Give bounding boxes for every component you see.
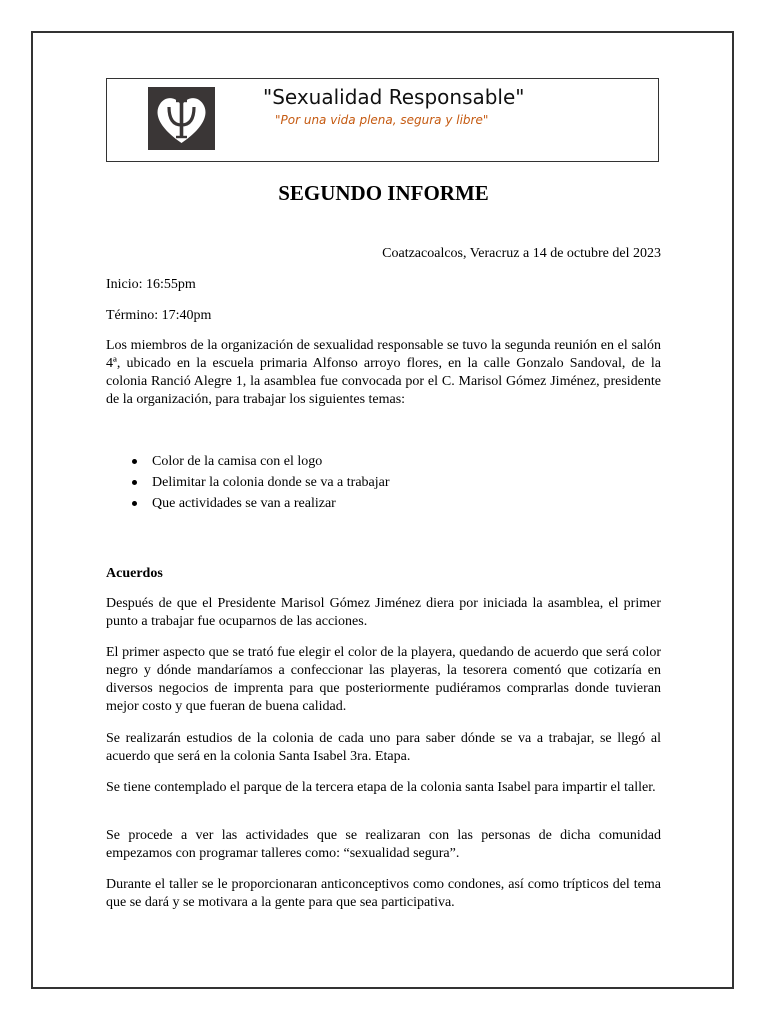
location-date: Coatzacoalcos, Veracruz a 14 de octubre del 2023 bbox=[382, 246, 661, 261]
topics-list bbox=[106, 451, 661, 514]
list-item: Delimitar la colonia donde se va a trabajar bbox=[106, 472, 661, 493]
organization-slogan: "Por una vida plena, segura y libre" bbox=[275, 113, 489, 127]
start-time: Inicio: 16:55pm bbox=[106, 277, 196, 292]
agreements-heading: Acuerdos bbox=[106, 566, 163, 581]
agreement-paragraph: Durante el taller se le proporcionaran anticonceptivos como condones, así como trípticos del tema que se dará y se motivara a la gente para que sea participativa. bbox=[106, 877, 661, 910]
list-item: Color de la camisa con el logo bbox=[106, 451, 661, 472]
document-title: SEGUNDO INFORME bbox=[278, 181, 489, 205]
agreement-paragraph: Se realizarán estudios de la colonia de cada uno para saber dónde se va a trabajar, se llegó al acuerdo que será en la colonia Santa Isabel 3ra. Etapa. bbox=[106, 731, 661, 764]
letterhead bbox=[106, 78, 659, 162]
agreement-paragraph: Se tiene contemplado el parque de la tercera etapa de la colonia santa Isabel para impartir el taller. bbox=[106, 780, 656, 795]
psi-heart-logo-icon bbox=[148, 87, 215, 150]
end-time: Término: 17:40pm bbox=[106, 308, 212, 323]
agreement-paragraph: Se procede a ver las actividades que se realizaran con las personas de dicha comunidad empezamos con programar talleres como: “sexualidad segura”. bbox=[106, 828, 661, 861]
organization-name: "Sexualidad Responsable" bbox=[263, 85, 525, 109]
agreement-paragraph: El primer aspecto que se trató fue elegir el color de la playera, quedando de acuerdo que será color negro y dónde mandaríamos a confeccionar las playeras, la tesorera comentó que cotizaría en diversos negocios de imprenta para que posteriormente pudiéramos comprarlas donde tuvieran mejor costo y que fueran de buena calidad. bbox=[106, 645, 661, 714]
agreement-paragraph: Después de que el Presidente Marisol Gómez Jiménez diera por iniciada la asamblea, el primer punto a trabajar fue ocuparnos de las acciones. bbox=[106, 596, 661, 629]
intro-paragraph: Los miembros de la organización de sexualidad responsable se tuvo la segunda reunión en el salón 4ª, ubicado en la escuela primaria Alfonso arroyo flores, en la calle Gonzalo Sandoval, de la colonia Ranció Alegre 1, la asamblea fue convocada por el C. Marisol Gómez Jiménez, presidente de la organización, para trabajar los siguientes temas: bbox=[106, 338, 661, 407]
list-item: Que actividades se van a realizar bbox=[106, 493, 661, 514]
